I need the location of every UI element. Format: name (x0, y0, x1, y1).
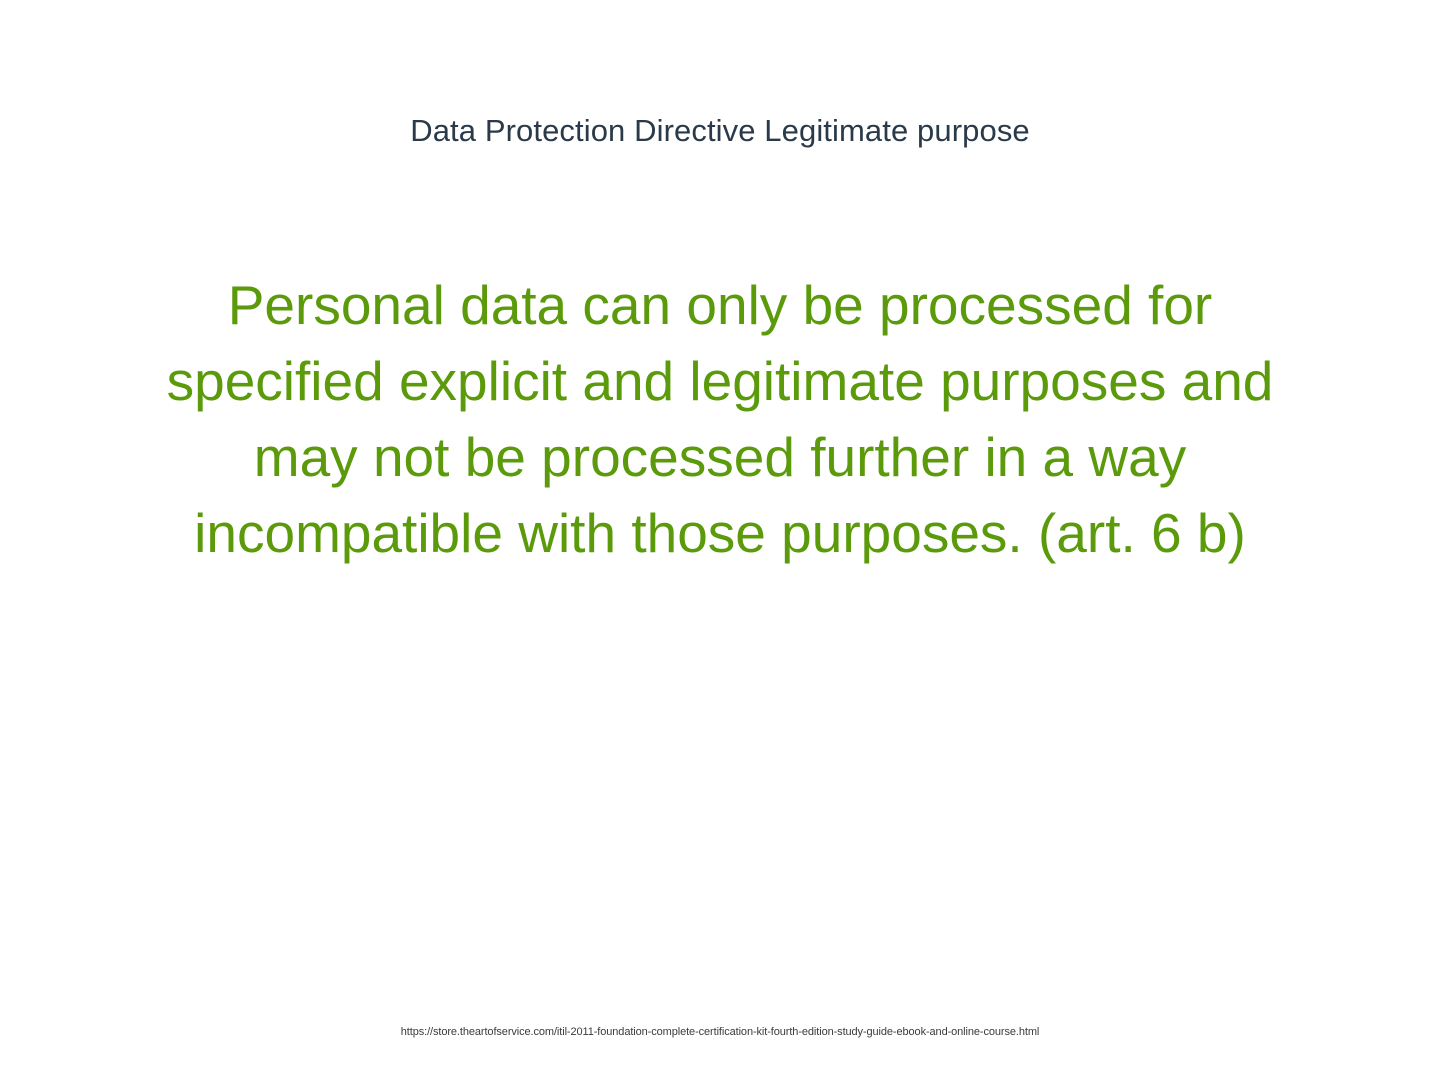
footer-source-url[interactable]: https://store.theartofservice.com/itil-2011-foundation-complete-certification-kit-fourth-edition-study-guide-ebook-and-online-course.html (400, 1026, 1040, 1038)
page-title: Data Protection Directive Legitimate purpose (410, 113, 1030, 148)
slide-body-text: Personal data can only be processed for specified explicit and legitimate purposes and may not be processed further in a way incompatible with those purposes. (art. 6 b) (166, 274, 1274, 564)
